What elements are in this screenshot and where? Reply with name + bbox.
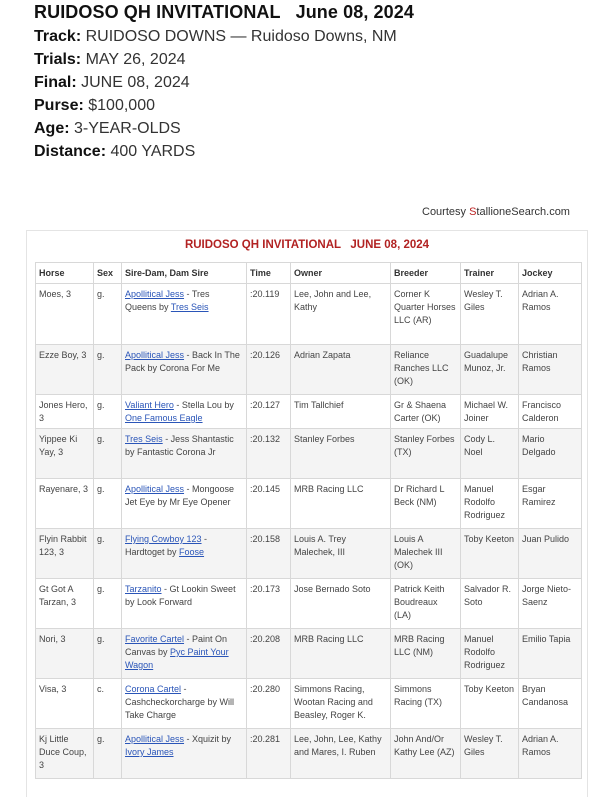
breeder-cell: Reliance Ranches LLC (OK) (391, 345, 461, 395)
sire-link[interactable]: Apollitical Jess (125, 484, 185, 494)
owner-cell: Adrian Zapata (291, 345, 391, 395)
sire-dam-cell (122, 284, 247, 345)
race-title: RUIDOSO QH INVITATIONAL June 08, 2024 (34, 2, 414, 22)
owner-cell: Lee, John and Lee, Kathy (291, 284, 391, 345)
horse-cell: Rayenare, 3 (36, 479, 94, 529)
sire-link[interactable]: Corona Cartel (125, 684, 182, 694)
time-cell: :20.145 (247, 479, 291, 529)
sex-cell: g. (94, 479, 122, 529)
sire-link[interactable]: Tres Seis (125, 434, 163, 444)
trainer-cell: Wesley T. Giles (461, 284, 519, 345)
stallionesearch-logo-s: S (469, 206, 477, 218)
owner-cell: Simmons Racing, Wootan Racing and Beasley, Roger K. (291, 679, 391, 729)
owner-cell: Louis A. Trey Malechek, III (291, 529, 391, 579)
sex-cell: g. (94, 284, 122, 345)
jockey-cell: Juan Pulido (519, 529, 582, 579)
trainer-cell: Toby Keeton (461, 529, 519, 579)
horse-cell: Moes, 3 (36, 284, 94, 345)
sire-link[interactable]: Apollitical Jess (125, 734, 185, 744)
breeder-cell: Gr & Shaena Carter (OK) (391, 395, 461, 429)
table-row (36, 395, 582, 429)
race-header (34, 0, 414, 161)
sex-cell: g. (94, 429, 122, 479)
jockey-cell: Jorge Nieto-Saenz (519, 579, 582, 629)
final-label: Final: (34, 74, 77, 91)
sire-dam-cell (122, 629, 247, 679)
horse-cell: Kj Little Duce Coup, 3 (36, 729, 94, 779)
breeder-cell: John And/Or Kathy Lee (AZ) (391, 729, 461, 779)
horse-cell: Nori, 3 (36, 629, 94, 679)
stallionesearch-logo-text: tallioneSearch.com (476, 206, 570, 218)
results-panel (26, 230, 588, 797)
sire-dam-cell (122, 479, 247, 529)
track-line (34, 28, 414, 46)
jockey-cell: Esgar Ramirez (519, 479, 582, 529)
horse-cell: Visa, 3 (36, 679, 94, 729)
sire-link[interactable]: Tarzanito (125, 584, 162, 594)
trainer-cell: Michael W. Joiner (461, 395, 519, 429)
table-row (36, 579, 582, 629)
time-cell: :20.158 (247, 529, 291, 579)
table-row (36, 679, 582, 729)
trainer-cell: Guadalupe Munoz, Jr. (461, 345, 519, 395)
breeder-cell: Stanley Forbes (TX) (391, 429, 461, 479)
sire-dam-cell (122, 579, 247, 629)
table-row (36, 429, 582, 479)
distance-label: Distance: (34, 143, 107, 160)
dam-text: - Stella Lou by (173, 400, 234, 410)
results-title: RUIDOSO QH INVITATIONAL JUNE 08, 2024 (184, 239, 430, 251)
dam-text: - Back In The Pack by Corona For Me (125, 350, 240, 373)
time-cell: :20.173 (247, 579, 291, 629)
trainer-cell: Manuel Rodolfo Rodriguez (461, 479, 519, 529)
dam-sire-link[interactable]: One Famous Eagle (125, 413, 203, 423)
sire-dam-cell (122, 395, 247, 429)
table-row (36, 629, 582, 679)
sire-dam-cell (122, 429, 247, 479)
time-cell: :20.281 (247, 729, 291, 779)
breeder-cell: MRB Racing LLC (NM) (391, 629, 461, 679)
trainer-cell: Manuel Rodolfo Rodriguez (461, 629, 519, 679)
jockey-cell: Emilio Tapia (519, 629, 582, 679)
trainer-cell: Cody L. Noel (461, 429, 519, 479)
col-sire-dam: Sire-Dam, Dam Sire (122, 263, 247, 284)
table-row (36, 284, 582, 345)
dam-text: - Tres Queens by (125, 289, 210, 312)
time-cell: :20.132 (247, 429, 291, 479)
horse-cell: Flyin Rabbit 123, 3 (36, 529, 94, 579)
trials-label: Trials: (34, 51, 82, 68)
col-breeder: Breeder (391, 263, 461, 284)
age-line (34, 120, 414, 138)
courtesy-credit (422, 206, 570, 218)
sex-cell: c. (94, 679, 122, 729)
owner-cell: MRB Racing LLC (291, 629, 391, 679)
dam-sire-link[interactable]: Foose (179, 547, 205, 557)
sex-cell: g. (94, 629, 122, 679)
horse-cell: Jones Hero, 3 (36, 395, 94, 429)
track-label: Track: (34, 28, 82, 45)
horse-cell: Gt Got A Tarzan, 3 (36, 579, 94, 629)
dam-text: - Hardtoget by (125, 534, 208, 557)
table-header-row (36, 263, 582, 284)
sex-cell: g. (94, 729, 122, 779)
sex-cell: g. (94, 345, 122, 395)
jockey-cell: Adrian A. Ramos (519, 284, 582, 345)
jockey-cell: Adrian A. Ramos (519, 729, 582, 779)
dam-text: - Cashcheckorcharge by Will Take Charge (125, 684, 235, 720)
dam-sire-link[interactable]: Ivory James (125, 747, 174, 757)
breeder-cell: Corner K Quarter Horses LLC (AR) (391, 284, 461, 345)
table-row (36, 479, 582, 529)
trials-line (34, 51, 414, 69)
dam-text: - Mongoose Jet Eye by Mr Eye Opener (125, 484, 235, 507)
sex-cell: g. (94, 395, 122, 429)
col-jockey: Jockey (519, 263, 582, 284)
breeder-cell: Patrick Keith Boudreaux (LA) (391, 579, 461, 629)
table-row (36, 345, 582, 395)
col-time: Time (247, 263, 291, 284)
purse-line (34, 97, 414, 115)
trials-value: MAY 26, 2024 (85, 51, 186, 68)
dam-text: - Paint On Canvas by (125, 634, 228, 657)
breeder-cell: Louis A Malechek III (OK) (391, 529, 461, 579)
time-cell: :20.127 (247, 395, 291, 429)
dam-text: - Xquizit by (184, 734, 232, 744)
age-value: 3-YEAR-OLDS (74, 120, 181, 137)
sire-link[interactable]: Apollitical Jess (125, 289, 185, 299)
col-trainer: Trainer (461, 263, 519, 284)
owner-cell: Tim Tallchief (291, 395, 391, 429)
sex-cell: g. (94, 579, 122, 629)
col-owner: Owner (291, 263, 391, 284)
dam-text: - Gt Lookin Sweet by Look Forward (125, 584, 236, 607)
sire-dam-cell (122, 679, 247, 729)
owner-cell: Lee, John, Lee, Kathy and Mares, I. Ruben (291, 729, 391, 779)
jockey-cell: Christian Ramos (519, 345, 582, 395)
jockey-cell: Mario Delgado (519, 429, 582, 479)
table-row (36, 529, 582, 579)
owner-cell: MRB Racing LLC (291, 479, 391, 529)
jockey-cell: Francisco Calderon (519, 395, 582, 429)
col-horse: Horse (36, 263, 94, 284)
sire-link[interactable]: Valiant Hero (125, 400, 174, 410)
owner-cell: Jose Bernado Soto (291, 579, 391, 629)
horse-cell: Yippee Ki Yay, 3 (36, 429, 94, 479)
age-label: Age: (34, 120, 70, 137)
trainer-cell: Wesley T. Giles (461, 729, 519, 779)
time-cell: :20.280 (247, 679, 291, 729)
results-table (35, 262, 582, 779)
owner-cell: Stanley Forbes (291, 429, 391, 479)
purse-label: Purse: (34, 97, 84, 114)
trainer-cell: Toby Keeton (461, 679, 519, 729)
distance-value: 400 YARDS (110, 143, 196, 160)
trainer-cell: Salvador R. Soto (461, 579, 519, 629)
final-value: JUNE 08, 2024 (81, 74, 190, 91)
time-cell: :20.126 (247, 345, 291, 395)
sire-link[interactable]: Flying Cowboy 123 (125, 534, 202, 544)
track-value: RUIDOSO DOWNS — Ruidoso Downs, NM (85, 28, 397, 45)
dam-sire-link[interactable]: Tres Seis (170, 302, 209, 312)
breeder-cell: Simmons Racing (TX) (391, 679, 461, 729)
jockey-cell: Bryan Candanosa (519, 679, 582, 729)
distance-line (34, 143, 414, 161)
sire-link[interactable]: Favorite Cartel (125, 634, 185, 644)
table-row (36, 729, 582, 779)
sire-dam-cell (122, 729, 247, 779)
sire-link[interactable]: Apollitical Jess (125, 350, 185, 360)
sire-dam-cell (122, 345, 247, 395)
dam-sire-link[interactable]: Pyc Paint Your Wagon (125, 647, 229, 670)
breeder-cell: Dr Richard L Beck (NM) (391, 479, 461, 529)
purse-value: $100,000 (88, 97, 155, 114)
sex-cell: g. (94, 529, 122, 579)
sire-dam-cell (122, 529, 247, 579)
time-cell: :20.208 (247, 629, 291, 679)
dam-text: - Jess Shantastic by Fantastic Corona Jr (125, 434, 234, 457)
final-line (34, 74, 414, 92)
col-sex: Sex (94, 263, 122, 284)
horse-cell: Ezze Boy, 3 (36, 345, 94, 395)
time-cell: :20.119 (247, 284, 291, 345)
courtesy-prefix: Courtesy (422, 206, 470, 218)
